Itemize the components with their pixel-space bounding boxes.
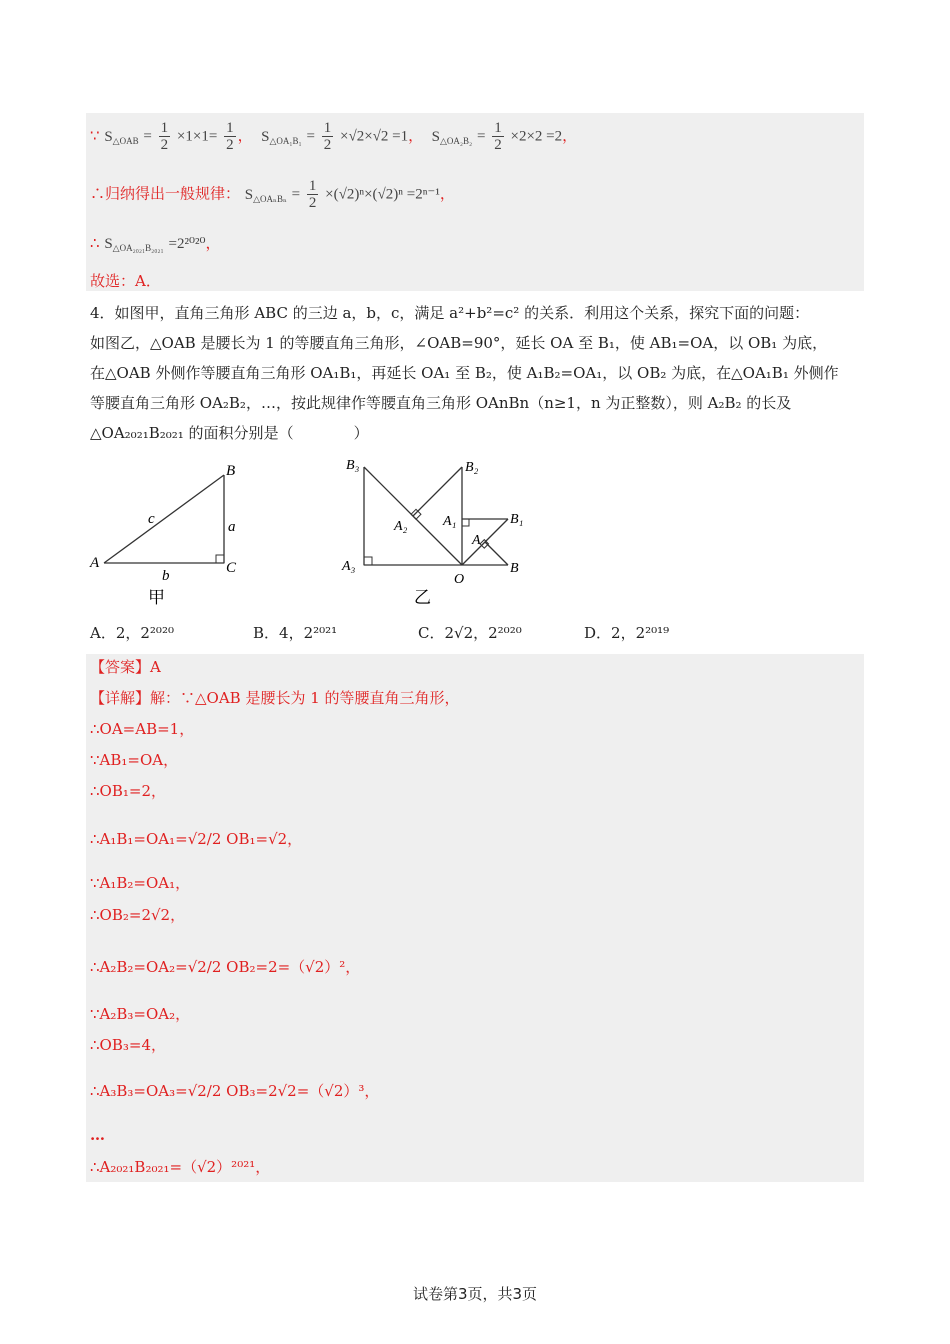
answer-step-5: ∵A₁B₂=OA₁， [90, 874, 191, 892]
solution-line-2021: ∴ $S_{\triangle OA_{2021}B_{2021}} =2^{2020}$， [90, 234, 221, 253]
answer-step-1: ∴OA=AB=1， [90, 720, 195, 738]
question-line-5: △OA₂₀₂₁B₂₀₂₁ 的面积分别是（ ） [90, 424, 369, 442]
label-b: b [162, 568, 170, 584]
solution-line-rule: ∴归纳得出一般规律： $S_{\triangle OA_nB_n}$ = $\frac{1}{2}$ ×(√2)ⁿ×(√2)ⁿ =2ⁿ⁻¹， [90, 178, 455, 211]
label-A: A [90, 555, 100, 571]
caption-yi: 乙 [414, 588, 431, 607]
prev-answer-choice: 故选：A． [90, 272, 161, 290]
answer-step-4: ∴A₁B₁=OA₁=√2/2 OB₁=√2， [90, 830, 303, 848]
label-B1: B₁ [510, 512, 524, 527]
answer-block [86, 654, 864, 1182]
label-B2: B₂ [465, 460, 479, 475]
label-A3: A₃ [342, 559, 356, 574]
figure-yi [336, 455, 546, 610]
answer-step-8: ∵A₂B₃=OA₂， [90, 1005, 191, 1023]
page-footer: 试卷第3页，共3页 [412, 1285, 538, 1303]
answer-detail-intro: 【详解】解：∵△OAB 是腰长为 1 的等腰直角三角形， [90, 689, 460, 707]
label-B: B [510, 561, 519, 576]
question-line-1: 4．如图甲，直角三角形 ABC 的三边 a，b，c，满足 a²+b²=c² 的关系．利用这个关系，探究下面的问题： [90, 304, 810, 322]
label-A2: A₂ [394, 519, 408, 534]
caption-jia: 甲 [148, 588, 165, 607]
option-d[interactable]: D．2，2²⁰¹⁹ [584, 624, 670, 642]
label-B: B [226, 463, 236, 479]
answer-step-ellipsis: … [90, 1126, 105, 1144]
answer-step-10: ∴A₃B₃=OA₃=√2/2 OB₃=2√2=（√2）³， [90, 1082, 380, 1100]
solution-line-areas: ∵ $S_{\triangle OAB}$ = $\frac{1}{2}$ ×1×1= $\frac{1}{2}$ ， $S_{\triangle OA_1B_1}$ = $\frac{1}{2}$ ×√2×√2 =1， $S_{\triangle OA_2B_2}$ = $\frac{1}{2}$ ×2×2 =2， [90, 120, 578, 153]
answer-step-final: ∴A₂₀₂₁B₂₀₂₁=（√2）²⁰²¹， [90, 1158, 271, 1176]
label-c: c [148, 511, 155, 527]
question-line-4: 等腰直角三角形 OA₂B₂，…，按此规律作等腰直角三角形 OAnBn（n≥1，n 为正整数），则 A₂B₂ 的长及 [90, 394, 792, 412]
figure-jia [86, 455, 256, 610]
option-c[interactable]: C．2√2，2²⁰²⁰ [418, 624, 522, 642]
option-a[interactable]: A．2，2²⁰²⁰ [90, 624, 174, 642]
question-line-3: 在△OAB 外侧作等腰直角三角形 OA₁B₁，再延长 OA₁ 至 B₂，使 A₁B₂=OA₁，以 OB₂ 为底，在△OA₁B₁ 外侧作 [90, 364, 839, 382]
label-B3: B₃ [346, 458, 360, 473]
label-a: a [228, 519, 236, 535]
answer-step-2: ∵AB₁=OA， [90, 751, 179, 769]
answer-step-3: ∴OB₁=2， [90, 782, 166, 800]
label-A: A [472, 533, 481, 548]
label-O: O [454, 572, 465, 587]
question-line-2: 如图乙，△OAB 是腰长为 1 的等腰直角三角形，∠OAB=90°，延长 OA 至 B₁，使 AB₁=OA，以 OB₁ 为底， [90, 334, 828, 352]
answer-label: 【答案】A [90, 658, 161, 676]
label-A1: A₁ [443, 514, 457, 529]
answer-step-6: ∴OB₂=2√2， [90, 906, 186, 924]
answer-step-9: ∴OB₃=4， [90, 1036, 166, 1054]
option-b[interactable]: B．4，2²⁰²¹ [253, 624, 338, 642]
question-4 [90, 298, 870, 448]
label-C: C [226, 560, 237, 576]
answer-step-7: ∴A₂B₂=OA₂=√2/2 OB₂=2=（√2）²， [90, 958, 361, 976]
